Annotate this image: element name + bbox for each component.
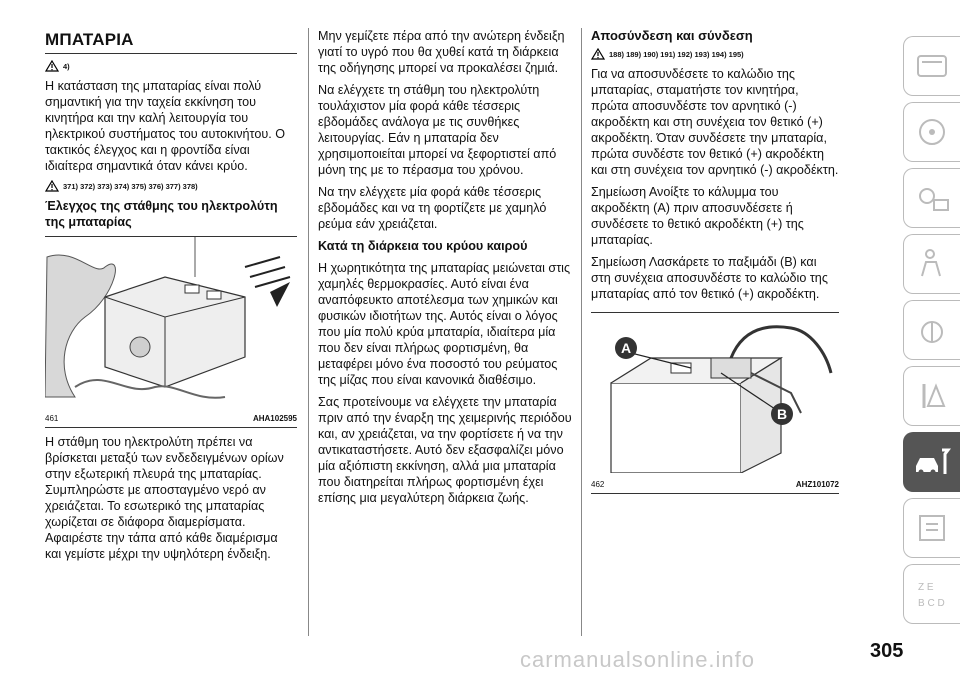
tab-dashboard[interactable]	[903, 36, 960, 96]
battery-engine-illustration	[45, 237, 297, 407]
figure-number: 461	[45, 414, 59, 423]
charge-paragraph: Να την ελέγχετε μία φορά κάθε τέσσερις εβδομάδες και να τη φορτίζετε με χαμηλό ρεύμα εάν χρειάζεται.	[318, 185, 547, 231]
alphabet-index-icon	[912, 576, 952, 612]
warning-ref-1	[45, 60, 297, 72]
warning-icon	[45, 60, 59, 72]
capacity-paragraph: Η χωρητικότητα της μπαταρίας μειώνεται στις χαμηλές θερμοκρασίες. Αυτό είναι ένα αναπόφευκτο αποτέλεσμα των χημικών και φυσικών ιδιοτήτων της. Αυτός είναι ο λόγος που μία πολύ κρύα μπαταρία, ιδιαίτερα μία που δεν είναι πλήρως φορτισμένη, θα μεταφέρει μόνο ένα ποσοστό του ρεύματος της μίζας που είναι κανονικά διαθέσιμο.	[318, 261, 571, 387]
column-1	[45, 58, 297, 568]
callout-b: B	[771, 403, 793, 425]
car-wrench-icon	[912, 444, 952, 480]
figure-code: AHA102595	[252, 414, 297, 423]
column-2	[318, 28, 572, 512]
electrolyte-paragraph: Η στάθμη του ηλεκτρολύτη πρέπει να βρίσκεται μεταξύ των ενδεδειγμένων ορίων στην εξωτερική πλευρά της μπαταρίας. Συμπληρώστε με αποσταγμένο νερό αν χρειάζεται. Το εσωτερικό της μπαταρίας χωρίζεται σε διάφορα διαμερίσματα. Αφαιρέστε την τάπα από κάθε διαμέρισμα και γεμίστε μέχρι την υψηλότερη ένδειξη.	[45, 435, 284, 561]
figure-caption	[45, 412, 297, 425]
tab-controls[interactable]	[903, 102, 960, 162]
light-warning-icon	[912, 180, 952, 216]
warning-refs: 4)	[63, 61, 70, 71]
warning-icon	[591, 48, 605, 60]
column-3	[591, 28, 839, 500]
tab-safety[interactable]	[903, 234, 960, 294]
warning-icon	[45, 180, 59, 192]
page-title: ΜΠΑΤΑΡΙΑ	[45, 30, 134, 49]
note-b-paragraph: Σημείωση Λασκάρετε το παξιμάδι (B) και στη συνέχεια αποσυνδέστε το καλώδιο της μπαταρίας από τον θετικό (+) ακροδέκτη.	[591, 255, 828, 301]
tab-lights[interactable]	[903, 168, 960, 228]
tab-driving[interactable]	[903, 300, 960, 360]
svg-text:B C D: B C D	[918, 598, 945, 609]
warning-ref-3	[591, 48, 839, 60]
column-divider-1	[308, 28, 309, 636]
section-heading-cold-weather: Κατά τη διάρκεια του κρύου καιρού	[318, 239, 528, 253]
tab-emergency[interactable]	[903, 366, 960, 426]
tab-index[interactable]	[903, 564, 960, 624]
figure-caption	[591, 478, 839, 491]
figure-code: AHZ101072	[795, 480, 839, 489]
title-underline	[45, 53, 297, 54]
figure-461	[45, 236, 297, 428]
tab-specs[interactable]	[903, 498, 960, 558]
warning-refs: 188) 189) 190) 191) 192) 193) 194) 195)	[609, 49, 744, 59]
page-number: 305	[870, 640, 904, 662]
specs-icon	[912, 510, 952, 546]
svg-text:Z E: Z E	[918, 582, 934, 593]
check-paragraph: Να ελέγχετε τη στάθμη του ηλεκτρολύτη τουλάχιστον μία φορά κάθε τέσσερις εβδομάδες ανάλογα με τις συνθήκες λειτουργίας. Εάν η μπαταρία δεν χρησιμοποιείται μπορεί να ξεφορτιστεί από μόνη της με το πέρασμα του χρόνου.	[318, 83, 557, 177]
emergency-tools-icon	[912, 378, 952, 414]
steering-wheel-icon	[912, 312, 952, 348]
watermark: carmanualsonline.info	[520, 647, 756, 672]
seatbelt-icon	[912, 246, 952, 282]
overfill-paragraph: Μην γεμίζετε πέρα από την ανώτερη ένδειξη γιατί το υγρό που θα χυθεί κατά τη διάρκεια της οδήγησης μπορεί να προκαλέσει ζημιά.	[318, 29, 565, 75]
callout-a: A	[615, 337, 637, 359]
tab-maintenance[interactable]	[903, 432, 960, 492]
winter-paragraph: Σας προτείνουμε να ελέγχετε την μπαταρία πριν από την έναρξη της χειμερινής περιόδου και, αν χρειάζεται, να την φορτίσετε ή να την αντικαταστήσετε. Αυτό δεν εξασφαλίζει μόνο μία αξιόπιστη εκκίνηση, αλλά μια μπαταρία που διατηρείται πλήρως φορτισμένη έχει επίσης μια μεγαλύτερη διάρκεια ζωής.	[318, 395, 572, 505]
figure-462	[591, 312, 839, 494]
warning-refs: 371) 372) 373) 374) 375) 376) 377) 378)	[63, 181, 198, 191]
column-divider-2	[581, 28, 582, 636]
steering-icon	[912, 114, 952, 150]
figure-number: 462	[591, 480, 605, 489]
section-heading-electrolyte: Έλεγχος της στάθμης του ηλεκτρολύτη της μπαταρίας	[45, 199, 278, 229]
section-heading-disconnect: Αποσύνδεση και σύνδεση	[591, 28, 753, 43]
note-a-paragraph: Σημείωση Ανοίξτε το κάλυμμα του ακροδέκτη (A) πριν αποσυνδέσετε ή συνδέσετε το θετικό ακροδέκτη (+) της μπαταρίας.	[591, 185, 804, 247]
warning-ref-2	[45, 180, 297, 192]
disconnect-paragraph: Για να αποσυνδέσετε το καλώδιο της μπαταρίας, σταματήστε τον κινητήρα, πρώτα αποσυνδέστε τον αρνητικό (-) ακροδέκτη και στη συνέχεια τον θετικό (+) ακροδέκτη. Όταν συνδέσετε την μπαταρία, πρώτα συνδέστε τον θετικό (+) ακροδέκτη και στη συνέχεια τον αρνητικό (-) ακροδέκτη.	[591, 67, 839, 177]
dashboard-icon	[912, 48, 952, 84]
intro-paragraph: Η κατάσταση της μπαταρίας είναι πολύ σημαντική για την ταχεία εκκίνηση του κινητήρα και την καλή λειτουργία του ηλεκτρικού συστήματος του αυτοκινήτου. Ο τακτικός έλεγχος και η φροντίδα είναι ιδιαίτερα σημαντικά όταν κάνει κρύο.	[45, 79, 286, 173]
